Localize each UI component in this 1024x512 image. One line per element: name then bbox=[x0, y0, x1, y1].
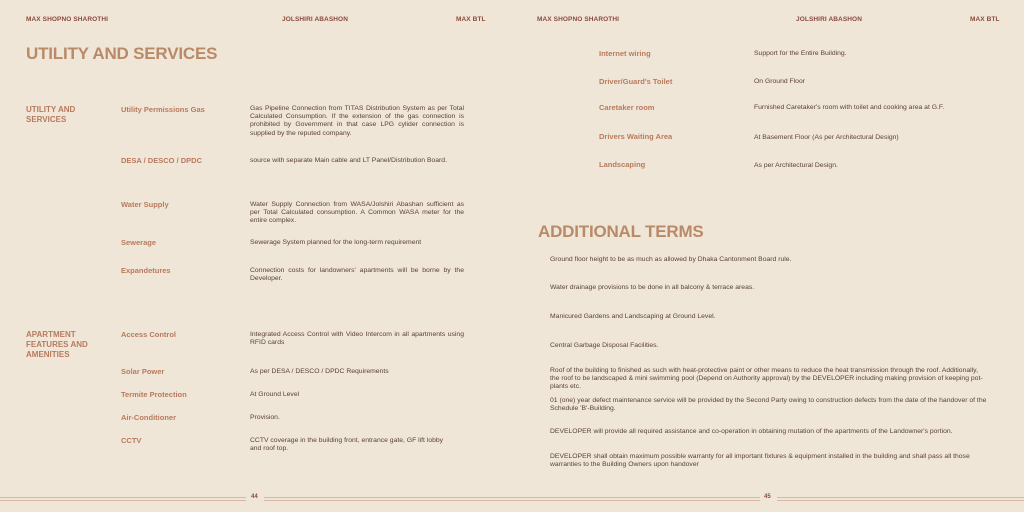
header-company: JOLSHIRI ABASHON bbox=[282, 16, 349, 23]
item-desc: Connection costs for landowners' apartments will be borne by the Developer. bbox=[250, 267, 464, 283]
item-label: Air-Conditioner bbox=[121, 413, 176, 422]
item-desc: As per DESA / DESCO / DPDC Requirements bbox=[250, 368, 389, 375]
item-desc: Integrated Access Control with Video Intercom in all apartments using RFID cards bbox=[250, 331, 464, 347]
item-desc: source with separate Main cable and LT Panel/Distribution Board. bbox=[250, 157, 447, 164]
item-label: CCTV bbox=[121, 436, 142, 445]
term-item: Roof of the building to finished as such with heat-protective paint or other means to reduce the heat transmission through the roof. Additionally, the roof to be landscaped & mini swimming pool (Depend on Authority approval) by the DEVELOPER including making provision of keeping pot-plants etc. bbox=[550, 367, 983, 391]
item-desc: Furnished Caretaker's room with toilet and cooking area at G.F. bbox=[754, 104, 945, 111]
term-item: 01 (one) year defect maintenance service will be provided by the Second Party owing to construction defects from the date of the handover of the Schedule 'B'-Building. bbox=[550, 397, 987, 413]
item-desc: Sewerage System planned for the long-term requirement bbox=[250, 239, 422, 246]
item-label: Termite Protection bbox=[121, 390, 187, 399]
term-item: DEVELOPER shall obtain maximum possible warranty for all important fixtures & equipment installed in the building and shall pass all those warranties to the Building Owners upon handover bbox=[550, 453, 970, 469]
item-desc: Provision. bbox=[250, 414, 280, 421]
header-brand: MAX BTL bbox=[456, 16, 486, 23]
term-item: Water drainage provisions to be done in all balcony & terrace areas. bbox=[550, 284, 755, 291]
page-number: 45 bbox=[764, 494, 771, 500]
item-desc: At Ground Level bbox=[250, 391, 300, 398]
page-number: 44 bbox=[251, 494, 258, 500]
item-desc: At Basement Floor (As per Architectural Design) bbox=[754, 134, 899, 141]
footer-rule bbox=[777, 497, 1024, 501]
item-label: DESA / DESCO / DPDC bbox=[121, 156, 202, 165]
term-item: Manicured Gardens and Landscaping at Ground Level. bbox=[550, 313, 716, 320]
section-apartment-features: APARTMENT FEATURES AND AMENITIES bbox=[26, 330, 88, 359]
item-desc: CCTV coverage in the building front, entrance gate, GF lift lobby and roof top. bbox=[250, 437, 444, 453]
footer-rule bbox=[512, 497, 760, 501]
header-company: JOLSHIRI ABASHON bbox=[796, 16, 863, 23]
header-brand: MAX BTL bbox=[970, 16, 1000, 23]
item-label: Access Control bbox=[121, 330, 177, 339]
item-label: Solar Power bbox=[121, 367, 165, 376]
item-desc: Water Supply Connection from WASA/Jolshiri Abashan sufficient as per Total Calculated consumption. A Common WASA meter for the entire complex. bbox=[250, 201, 464, 225]
term-item: DEVELOPER will provide all required assistance and co-operation in obtaining mutation of the apartments of the Landowner's portion. bbox=[550, 428, 953, 435]
additional-terms-title: ADDITIONAL TERMS bbox=[538, 222, 704, 241]
item-label: Caretaker room bbox=[599, 103, 655, 112]
item-label: Expandetures bbox=[121, 266, 171, 275]
right-page bbox=[512, 0, 1024, 512]
item-desc: Gas Pipeline Connection from TITAS Distribution System as per Total Calculated Consumption. If the extension of the gas connection is prohibited by Government in that case LPG cylider connection is supplied by the reputed company. bbox=[250, 105, 464, 137]
item-desc: On Ground Floor bbox=[754, 78, 805, 85]
item-desc: As per Architectural Design. bbox=[754, 162, 838, 169]
section-utility: UTILITY AND SERVICES bbox=[26, 105, 76, 124]
item-desc: Support for the Entire Building. bbox=[754, 50, 847, 57]
item-label: Drivers Waiting Area bbox=[599, 132, 673, 141]
term-item: Ground floor height to be as much as allowed by Dhaka Cantonment Board rule. bbox=[550, 256, 792, 263]
term-item: Central Garbage Disposal Facilities. bbox=[550, 342, 659, 349]
page-title: UTILITY AND SERVICES bbox=[26, 44, 218, 63]
item-label: Internet wiring bbox=[599, 49, 651, 58]
footer-rule bbox=[0, 497, 246, 501]
item-label: Driver/Guard's Toilet bbox=[599, 77, 673, 86]
item-label: Sewerage bbox=[121, 238, 157, 247]
item-label: Utility Permissions Gas bbox=[121, 105, 205, 114]
header-project: MAX SHOPNO SHAROTHI bbox=[537, 16, 620, 23]
item-label: Landscaping bbox=[599, 160, 646, 169]
item-label: Water Supply bbox=[121, 200, 169, 209]
header-project: MAX SHOPNO SHAROTHI bbox=[26, 16, 109, 23]
footer-rule bbox=[264, 497, 512, 501]
